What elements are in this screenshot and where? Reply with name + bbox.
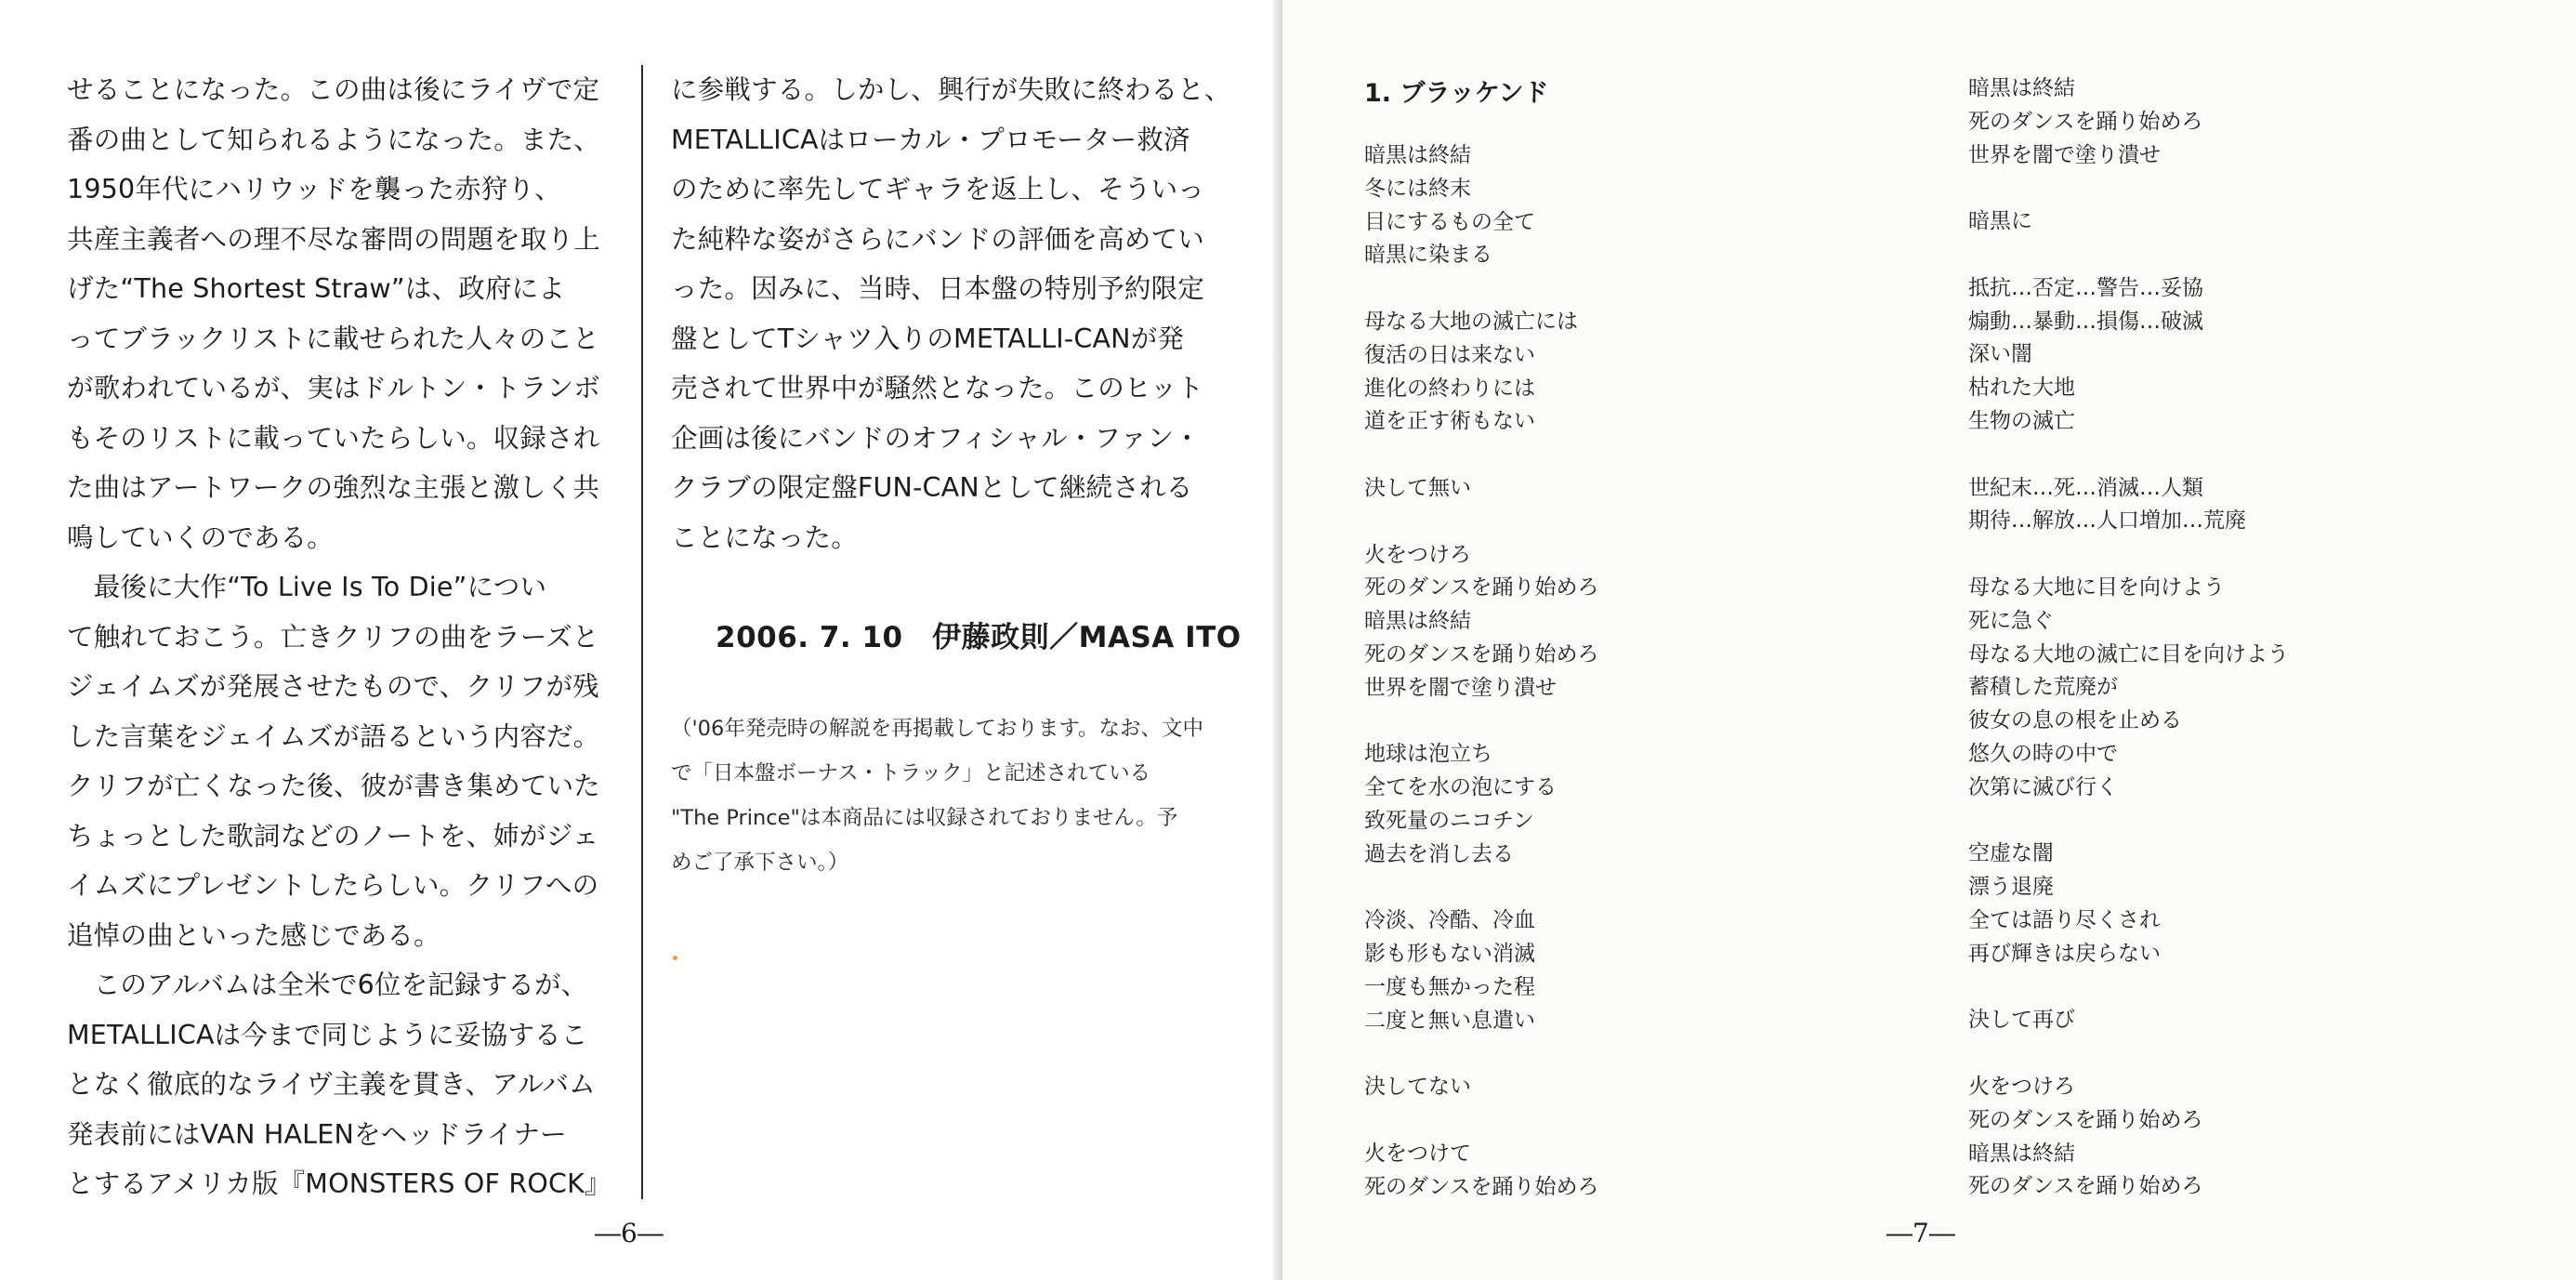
lyric-line: 死のダンスを踊り始めろ (1968, 1174, 2203, 1199)
body-column-1 (67, 65, 624, 1209)
body-line: ちょっとした歌詞などのノートを、姉がジェ (67, 820, 599, 851)
body-line: 1950年代にハリウッドを襲った赤狩り、 (67, 174, 561, 205)
lyric-line: 次第に滅び行く (1968, 774, 2118, 799)
lyric-line: 世紀末…死…消滅…人類 (1968, 475, 2203, 500)
body-line: 売されて世界中が騒然となった。このヒット (671, 373, 1204, 403)
lyric-line: 火をつけろ (1968, 1074, 2075, 1099)
body-line: このアルバムは全米で6位を記録するが、 (67, 970, 588, 1000)
stanza-break (1968, 971, 2289, 1005)
lyric-line: 漂う退廃 (1968, 875, 2054, 900)
lyric-line: 死のダンスを踊り始めろ (1968, 109, 2203, 134)
body-line: ジェイムズが発展させたもので、クリフが残 (67, 671, 599, 702)
left-page (0, 0, 1282, 1280)
lyric-line: 暗黒に (1968, 209, 2032, 234)
body-line: クリフが亡くなった後、彼が書き集めていた (67, 771, 601, 801)
lyrics-column-2 (1968, 73, 2289, 1204)
lyric-line: 全てを水の泡にする (1364, 775, 1557, 800)
lyric-line: 母なる大地に目を向けよう (1968, 574, 2225, 600)
body-line: METALLICAはローカル・プロモーター救済 (671, 124, 1190, 155)
lyric-line: 期待…解放…人口増加…荒廃 (1968, 508, 2246, 534)
lyric-line: 暗黒は終結 (1968, 76, 2075, 100)
body-line: もそのリストに載っていたらしい。収録され (67, 422, 600, 454)
lyric-line: 彼女の息の根を止める (1968, 708, 2182, 733)
body-line: 共産主義者への理不尽な審問の問題を取り上 (67, 223, 601, 255)
lyric-line: 死のダンスを踊り始めろ (1364, 575, 1599, 600)
body-line: 最後に大作“To Live Is To Die”につい (67, 572, 547, 602)
lyric-line: 決して再び (1968, 1008, 2075, 1033)
stanza-break (1968, 1037, 2289, 1071)
body-line: 追悼の曲といった感じである。 (67, 919, 440, 951)
body-line: ことになった。 (671, 521, 858, 553)
note-line: "The Prince"は本商品には収録されておりません。予 (671, 806, 1178, 830)
body-line: 盤としてTシャツ入りのMETALLI-CANが発 (671, 323, 1185, 354)
lyric-line: 進化の終わりには (1364, 376, 1535, 401)
lyric-line: 悠久の時の中で (1968, 741, 2118, 766)
lyric-line: 火をつけて (1364, 1141, 1471, 1166)
body-line: 発表前にはVAN HALENをヘッドライナー (67, 1118, 567, 1150)
stanza-break (1364, 872, 1599, 905)
lyric-line: 過去を消し去る (1364, 841, 1514, 866)
lyric-line: 母なる大地の滅亡に目を向けよう (1968, 641, 2289, 666)
note-line: で「日本盤ボーナス・トラック」と記述されている (671, 761, 1151, 785)
body-line: とするアメリカ版『MONSTERS OF ROCK』 (67, 1168, 611, 1199)
lyric-line: 世界を闇で塗り潰せ (1968, 142, 2161, 167)
stanza-break (1364, 506, 1599, 539)
body-column-2 (671, 65, 1229, 562)
page-number-right: ―7― (1886, 1218, 1955, 1248)
note-line: めご了承下さい。） (671, 851, 849, 875)
body-line: のために率先してギャラを返上し、そういっ (671, 174, 1205, 205)
stanza-break (1364, 272, 1599, 306)
stanza-break (1364, 1038, 1599, 1072)
lyric-line: 決してない (1364, 1075, 1471, 1100)
stanza-break (1364, 1104, 1599, 1138)
song-title: 1. ブラッケンド (1364, 79, 1549, 108)
lyric-line: 暗黒は終結 (1968, 1141, 2075, 1166)
stanza-break (1968, 538, 2289, 572)
lyric-line: 抵抗…否定…警告…妥協 (1968, 275, 2203, 300)
lyric-line: 道を正す術もない (1364, 409, 1535, 434)
body-line: となく徹底的なライヴ主義を貫き、アルバム (67, 1069, 596, 1100)
body-line: った。因みに、当時、日本盤の特別予約限定 (671, 273, 1205, 304)
lyric-line: 冷淡、冷酷、冷血 (1364, 908, 1535, 933)
lyric-line: 一度も無かった程 (1364, 974, 1535, 999)
stanza-break (1968, 439, 2289, 472)
column-divider (641, 65, 643, 1199)
lyric-line: 復活の日は来ない (1364, 342, 1535, 367)
lyric-line: 死のダンスを踊り始めろ (1364, 1174, 1599, 1199)
lyric-line: 煽動…暴動…損傷…破滅 (1968, 309, 2203, 334)
body-line: イムズにプレゼントしたらしい。クリフへの (67, 870, 599, 901)
body-line: METALLICAは今まで同じように妥協するこ (67, 1019, 588, 1050)
lyric-line: 死に急ぐ (1968, 608, 2054, 633)
lyric-line: 影も形もない消滅 (1364, 942, 1535, 967)
lyric-line: 二度と無い息遣い (1364, 1008, 1535, 1033)
body-line: ってブラックリストに載せられた人々のこと (67, 323, 599, 354)
page-number-left: ―6― (595, 1218, 664, 1248)
author-signature: 2006. 7. 10 伊藤政則／MASA ITO (716, 621, 1242, 654)
lyric-line: 暗黒は終結 (1364, 143, 1471, 167)
lyric-line: 火をつけろ (1364, 542, 1471, 567)
lyric-line: 暗黒は終結 (1364, 609, 1471, 634)
note-line: （'06年発売時の解説を再掲載しております。なお、文中 (671, 717, 1204, 741)
body-line: げた“The Shortest Straw”は、政府によ (67, 273, 566, 304)
lyric-line: 母なる大地の滅亡には (1364, 309, 1578, 334)
lyric-line: 全ては語り尽くされ (1968, 907, 2161, 932)
body-line: た純粋な姿がさらにバンドの評価を高めてい (671, 223, 1205, 255)
stanza-break (1364, 439, 1599, 472)
lyric-line: 暗黒に染まる (1364, 243, 1492, 268)
body-line: て触れておこう。亡きクリフの曲をラーズと (67, 621, 599, 653)
lyric-line: 地球は泡立ち (1364, 742, 1492, 767)
lyrics-column-1 (1364, 139, 1599, 1205)
lyric-line: 深い闇 (1968, 342, 2032, 367)
body-line: が歌われているが、実はドルトン・トランボ (67, 373, 601, 403)
body-line: 企画は後にバンドのオフィシャル・ファン・ (671, 422, 1201, 454)
lyric-line: 目にするもの全て (1364, 209, 1535, 234)
body-line: せることになった。この曲は後にライヴで定 (67, 74, 600, 105)
lyric-line: 死のダンスを踊り始めろ (1364, 641, 1599, 666)
stanza-break (1364, 706, 1599, 739)
stanza-break (1968, 172, 2289, 205)
stanza-break (1968, 805, 2289, 838)
lyric-line: 枯れた大地 (1968, 376, 2075, 401)
lyric-line: 再び輝きは戻らない (1968, 941, 2161, 966)
lyric-line: 冬には終末 (1364, 176, 1471, 201)
stanza-break (1968, 239, 2289, 272)
body-line: 鳴していくのである。 (67, 521, 335, 553)
lyric-line: 蓄積した荒廃が (1968, 675, 2118, 700)
body-line: 番の曲として知られるようになった。また、 (67, 124, 601, 155)
lyric-line: 空虚な闇 (1968, 841, 2054, 866)
lyric-line: 世界を闇で塗り潰せ (1364, 675, 1557, 700)
lyric-line: 決して無い (1364, 475, 1471, 500)
lyric-line: 致死量のニコチン (1364, 808, 1534, 833)
body-line: に参戦する。しかし、興行が失敗に終わると、 (671, 74, 1231, 105)
print-speck (673, 956, 677, 960)
reprint-note (671, 706, 1229, 885)
body-line: クラブの限定盤FUN-CANとして継続される (671, 472, 1193, 503)
body-line: た曲はアートワークの強烈な主張と激しく共 (67, 472, 600, 503)
lyric-line: 生物の滅亡 (1968, 408, 2075, 433)
lyric-line: 死のダンスを踊り始めろ (1968, 1107, 2203, 1132)
body-line: した言葉をジェイムズが語るという内容だ。 (67, 720, 600, 752)
